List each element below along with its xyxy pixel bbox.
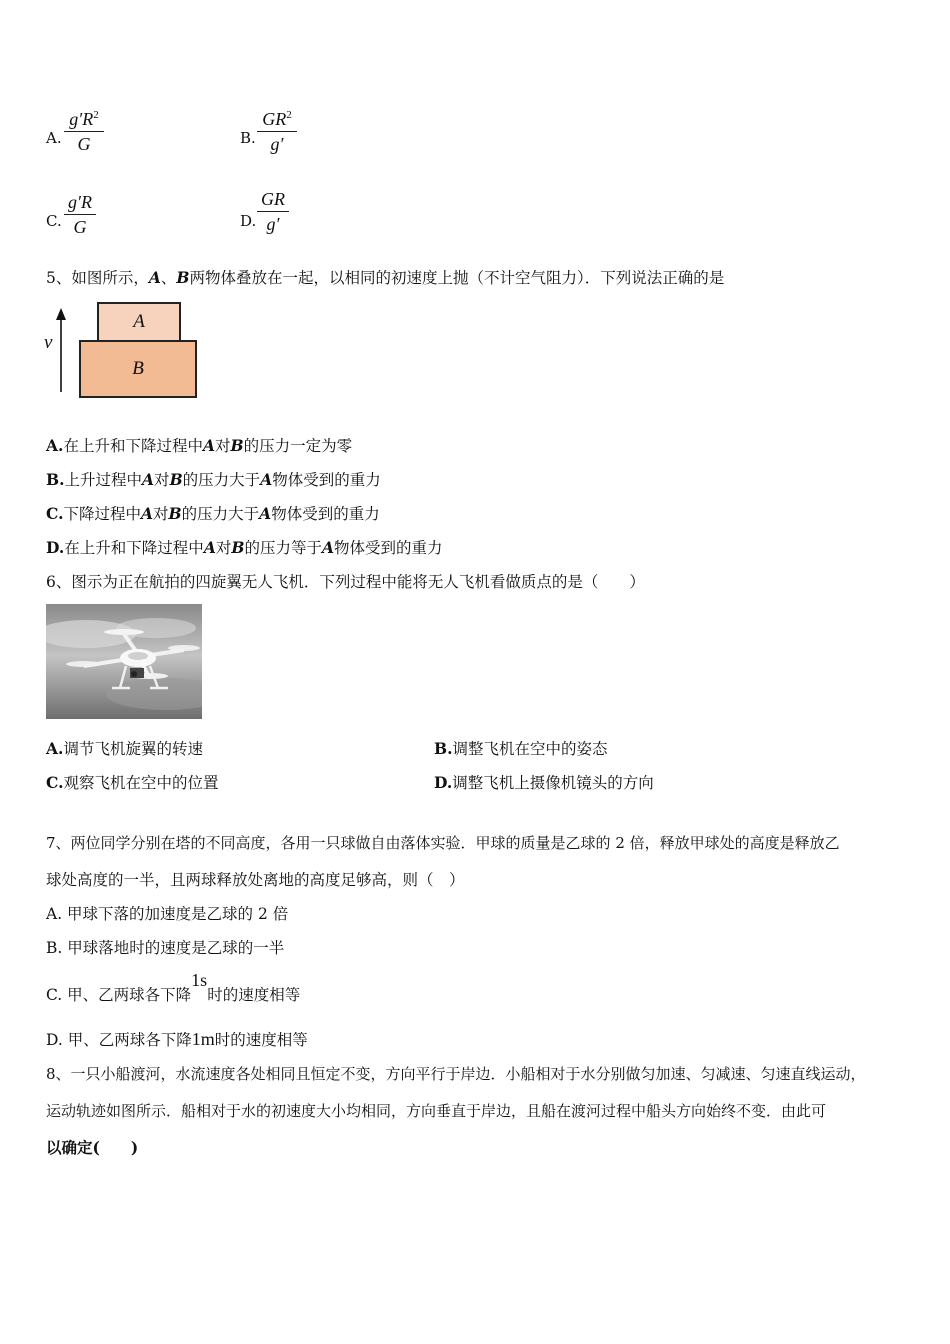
q4-option-b-fraction [257, 104, 297, 155]
q5-stem-var-b: B [176, 268, 190, 287]
q7-option-d-value: 1m [191, 1029, 215, 1049]
q5-option-b-text-2: 对 [154, 471, 170, 489]
q7-option-c-value: 1s [191, 970, 208, 990]
q7-option-d-suffix: 时的速度相等 [214, 1031, 308, 1049]
q7-option-d-prefix: D. 甲、乙两球各下降 [46, 1031, 192, 1049]
q6-option-c-text: 观察飞机在空中的位置 [63, 774, 219, 792]
block-b-label: B [132, 358, 144, 379]
q5-option-d-var-1: A [203, 538, 216, 557]
q5-option-c-var-2: B [168, 504, 182, 523]
q5-option-d-text-2: 对 [215, 539, 232, 557]
q4-option-a-numerator: g′R [69, 109, 94, 129]
q7-option-c[interactable] [46, 970, 301, 1005]
q4-option-d-fraction [257, 184, 289, 235]
q5-stem [46, 268, 724, 288]
q4-option-a-exponent: 2 [93, 109, 99, 121]
q6-option-a-letter: A. [46, 739, 64, 758]
q5-option-a-text-2: 对 [214, 437, 231, 455]
q5-option-b-text-4: 物体受到的重力 [272, 471, 381, 489]
q5-option-b[interactable] [46, 470, 381, 490]
q4-option-a-denominator: G [77, 134, 91, 154]
q5-stem-suffix: 两物体叠放在一起，以相同的初速度上抛（不计空气阻力）．下列说法正确的是 [189, 269, 725, 287]
q5-option-a-letter: A. [46, 436, 64, 455]
q7-option-a[interactable]: A. 甲球下落的加速度是乙球的 2 倍 [46, 905, 289, 923]
q5-option-a[interactable] [46, 436, 352, 456]
q7-stem-line-1: 7、两位同学分别在塔的不同高度，各用一只球做自由落体实验．甲球的质量是乙球的 2 倍，释放甲球处的高度是释放乙 [46, 834, 840, 852]
q5-option-c-letter: C. [46, 504, 64, 523]
q7-option-d[interactable] [46, 1029, 308, 1050]
q8-stem-line-1: 8、一只小船渡河，水流速度各处相同且恒定不变，方向平行于岸边．小船相对于水分别做匀加速、匀减速、匀速直线运动， [46, 1065, 866, 1083]
q7-option-c-prefix: C. 甲、乙两球各下降 [46, 986, 192, 1004]
q4-option-c-fraction [64, 187, 96, 238]
q4-option-a-fraction [64, 104, 104, 155]
q4-option-d-denominator: g′ [266, 214, 280, 234]
q4-option-b-exponent: 2 [286, 109, 292, 121]
q6-option-d-letter: D. [434, 773, 453, 792]
q5-option-c-var-3: A [259, 504, 272, 523]
q4-option-d-letter: D. [240, 212, 257, 230]
q5-option-b-var-2: B [169, 470, 183, 489]
q5-option-b-var-3: A [260, 470, 273, 489]
q6-option-d[interactable] [434, 773, 654, 793]
q4-option-c-numerator: g′R [68, 192, 92, 212]
q5-option-b-var-1: A [142, 470, 155, 489]
velocity-label: v [44, 332, 53, 353]
q6-stem: 6、图示为正在航拍的四旋翼无人飞机．下列过程中能将无人飞机看做质点的是（ ） [46, 573, 645, 591]
q5-option-d-text-4: 物体受到的重力 [334, 539, 443, 557]
q5-option-d-letter: D. [46, 538, 65, 557]
q5-stem-prefix: 5、如图所示， [46, 269, 149, 287]
q5-option-a-text-3: 的压力一定为零 [243, 437, 353, 455]
q6-option-c[interactable] [46, 773, 218, 793]
q6-option-b-letter: B. [434, 739, 453, 758]
q8-stem-line-3-text: 以确定 [46, 1138, 93, 1157]
q5-option-c-text-4: 物体受到的重力 [271, 505, 380, 523]
q4-option-c-denominator: G [73, 217, 87, 237]
q5-option-c[interactable] [46, 504, 380, 524]
q5-option-d-var-3: A [321, 538, 335, 557]
q4-option-a-letter: A. [46, 129, 62, 147]
q5-option-d-var-2: B [231, 538, 245, 557]
q5-option-a-text-1: 在上升和下降过程中 [63, 437, 203, 455]
block-a-label: A [133, 311, 145, 332]
drone-photo [46, 604, 202, 719]
q5-stem-sep: 、 [160, 269, 177, 287]
q4-option-d-numerator: GR [261, 189, 285, 209]
q6-option-a[interactable] [46, 739, 203, 759]
q4-option-c-letter: C. [46, 212, 62, 230]
q5-option-b-text-3: 的压力大于 [182, 471, 261, 489]
q4-option-b-denominator: g′ [270, 134, 284, 154]
q6-option-c-letter: C. [46, 773, 64, 792]
q5-option-c-text-1: 下降过程中 [63, 505, 141, 523]
block-a [97, 302, 181, 342]
q8-answer-paren: ( ) [92, 1138, 139, 1157]
block-b [79, 340, 197, 398]
q4-option-b-letter: B. [240, 129, 256, 147]
q5-option-d-text-1: 在上升和下降过程中 [64, 539, 204, 557]
q5-option-d-text-3: 的压力等于 [244, 539, 322, 557]
q7-stem-line-2: 球处高度的一半，且两球释放处离地的高度足够高，则（ ） [46, 871, 465, 889]
q5-figure [40, 298, 210, 402]
q6-option-b-text: 调整飞机在空中的姿态 [452, 740, 608, 758]
q4-option-b-numerator: GR [262, 109, 287, 129]
q5-option-a-var-1: A [202, 436, 215, 455]
q6-option-a-text: 调节飞机旋翼的转速 [63, 740, 203, 758]
q5-option-c-text-3: 的压力大于 [181, 505, 260, 523]
q5-option-b-letter: B. [46, 470, 65, 489]
q5-option-a-var-2: B [230, 436, 244, 455]
q6-option-b[interactable] [434, 739, 608, 759]
q7-option-b[interactable]: B. 甲球落地时的速度是乙球的一半 [46, 939, 285, 957]
q8-stem-line-2: 运动轨迹如图所示．船相对于水的初速度大小均相同，方向垂直于岸边，且船在渡河过程中船头方向始终不变．由此可 [46, 1102, 827, 1120]
q5-option-c-text-2: 对 [153, 505, 169, 523]
q6-option-d-text: 调整飞机上摄像机镜头的方向 [452, 774, 654, 792]
q8-stem-line-3 [46, 1138, 138, 1158]
q5-option-c-var-1: A [140, 504, 154, 523]
q7-option-c-suffix: 时的速度相等 [207, 986, 301, 1004]
q5-option-d[interactable] [46, 538, 443, 558]
q5-option-b-text-1: 上升过程中 [64, 471, 143, 489]
drone-icon [46, 604, 202, 719]
q5-stem-var-a: A [148, 268, 161, 287]
